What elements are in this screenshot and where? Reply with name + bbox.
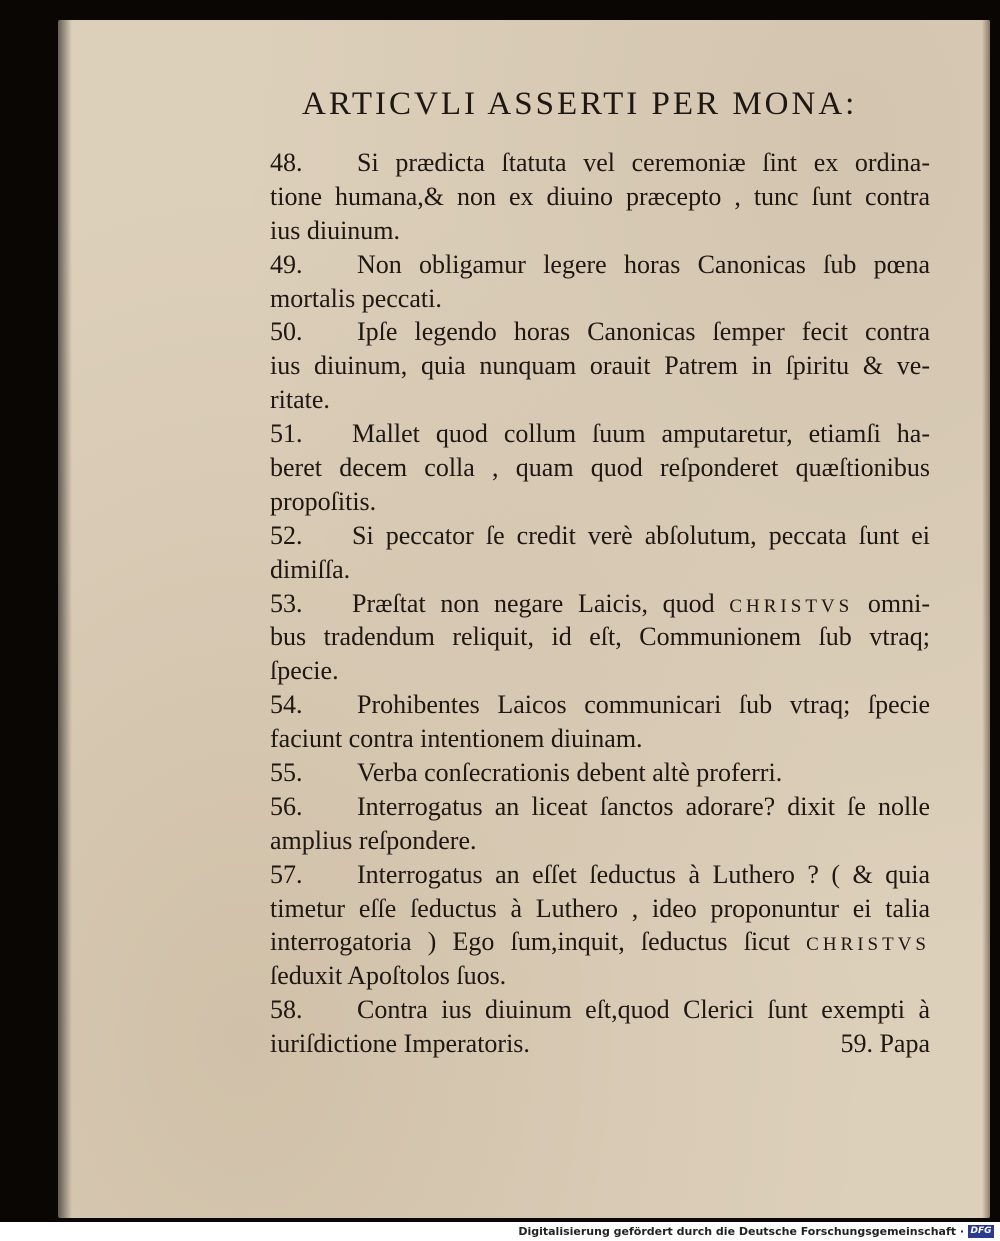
- article-line: ius diuinum, quia nunquam orauit Patrem in ſpiritu & ve-: [270, 351, 930, 381]
- article-52: [270, 519, 930, 553]
- article-50: [270, 315, 930, 349]
- article-49: [270, 248, 930, 282]
- small-caps-name: CHRISTVS: [806, 934, 930, 956]
- article-line: Non obligamur legere horas Canonicas ſub pœna: [357, 249, 930, 279]
- digitization-footer: [0, 1222, 1000, 1241]
- dfg-logo: DFG: [968, 1225, 994, 1238]
- article-line: dimiſſa.: [270, 554, 351, 584]
- article-number: 49.: [270, 249, 303, 279]
- article-line: Si prædicta ſtatuta vel ceremoniæ ſint ex ordina-: [357, 148, 930, 177]
- article-line: tione humana,& non ex diuino præcepto , tunc ſunt contra: [270, 181, 930, 211]
- article-48: [270, 146, 930, 180]
- article-line: ſeduxit Apoſtolos ſuos.: [270, 961, 507, 991]
- article-53: [270, 587, 930, 621]
- article-line: [352, 587, 930, 624]
- article-58: [270, 993, 930, 1027]
- article-number: 50.: [270, 317, 303, 347]
- article-line: iuriſdictione Imperatoris.: [270, 1029, 530, 1059]
- article-number: 54.: [270, 690, 303, 720]
- article-text: Præſtat non negare Laicis, quod: [352, 588, 730, 618]
- article-text: omni-: [853, 588, 930, 618]
- article-56: [270, 790, 930, 824]
- article-line: Verba conſecrationis debent altè proferri.: [357, 758, 783, 788]
- article-line: [270, 925, 930, 962]
- article-line: Prohibentes Laicos communicari ſub vtraq; ſpecie: [357, 690, 930, 720]
- article-line: ſpecie.: [270, 656, 339, 686]
- article-number: 51.: [270, 419, 303, 449]
- article-51: [270, 417, 930, 451]
- article-line: Si peccator ſe credit verè abſolutum, peccata ſunt ei: [352, 520, 930, 550]
- article-list: [270, 146, 930, 1061]
- small-caps-name: CHRISTVS: [729, 595, 854, 617]
- article-line: timetur eſſe ſeductus à Luthero , ideo proponuntur ei talia: [270, 893, 930, 923]
- article-number: 53.: [270, 588, 303, 618]
- article-line: Mallet quod collum ſuum amputaretur, etiamſi ha-: [352, 419, 930, 449]
- article-line: amplius reſpondere.: [270, 825, 477, 855]
- article-line: propoſitis.: [270, 486, 377, 516]
- article-57: [270, 858, 930, 892]
- article-line: ritate.: [270, 385, 330, 415]
- article-number: 48.: [270, 148, 303, 177]
- article-number: 52.: [270, 520, 303, 550]
- article-number: 58.: [270, 995, 303, 1025]
- article-number: 57.: [270, 859, 303, 889]
- article-line: beret decem colla , quam quod reſponderet quæſtionibus: [270, 453, 930, 483]
- funding-credit: Digitalisierung gefördert durch die Deutsche Forschungsgemeinschaft ·: [518, 1225, 964, 1238]
- article-line: Interrogatus an liceat ſanctos adorare? dixit ſe nolle: [357, 791, 930, 821]
- book-page: [58, 20, 990, 1218]
- article-text: interrogatoria ) Ego ſum,inquit, ſeductus ſicut: [270, 927, 807, 957]
- article-number: 56.: [270, 791, 303, 821]
- article-line: bus tradendum reliquit, id eſt, Communionem ſub vtraq;: [270, 622, 930, 652]
- article-line: Contra ius diuinum eſt,quod Clerici ſunt exempti à: [357, 995, 930, 1025]
- article-55: [270, 756, 930, 790]
- article-line: Interrogatus an eſſet ſeductus à Luthero ? ( & quia: [357, 859, 930, 889]
- article-line: mortalis peccati.: [270, 283, 442, 313]
- article-line: ius diuinum.: [270, 215, 401, 245]
- article-line: Ipſe legendo horas Canonicas ſemper fecit contra: [357, 317, 930, 347]
- running-title: ARTICVLI ASSERTI PER MONA:: [302, 86, 858, 122]
- article-number: 55.: [270, 758, 303, 788]
- article-54: [270, 688, 930, 722]
- article-line: faciunt contra intentionem diuinam.: [270, 724, 643, 754]
- catchword: 59. Papa: [840, 1029, 930, 1059]
